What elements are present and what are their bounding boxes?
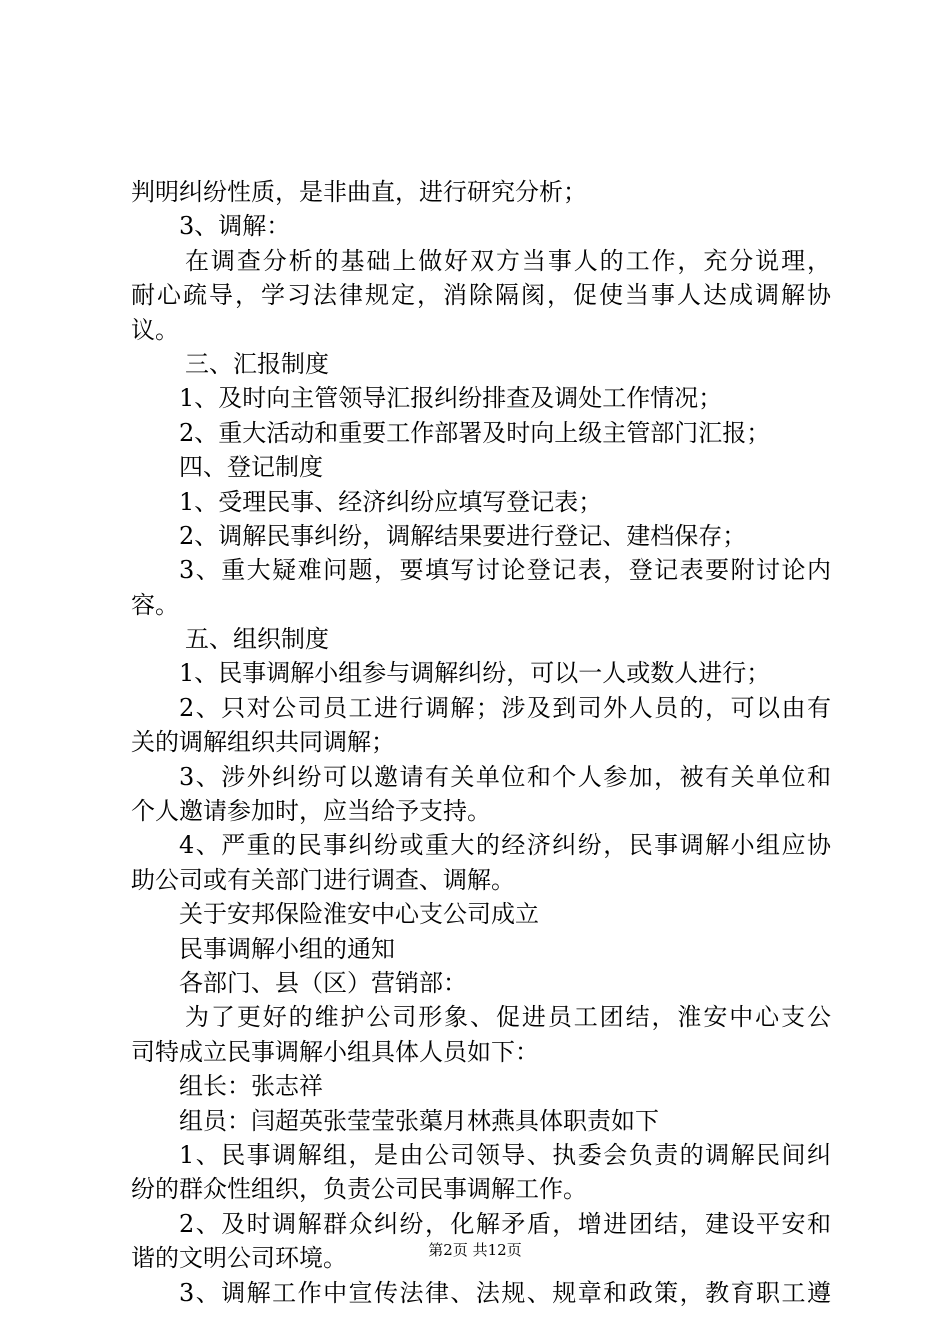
text-line: 2、重大活动和重要工作部署及时向上级主管部门汇报； bbox=[179, 418, 771, 447]
text-line: 2、调解民事纠纷，调解结果要进行登记、建档保存； bbox=[179, 521, 747, 550]
text-line: 3、涉外纠纷可以邀请有关单位和个人参加，被有关单位和 bbox=[179, 762, 831, 791]
section-heading: 五、组织制度 bbox=[185, 625, 329, 654]
notice-title-line: 关于安邦保险淮安中心支公司成立 bbox=[179, 900, 539, 929]
section-heading: 四、登记制度 bbox=[179, 453, 323, 482]
text-line: 组长：张志祥 bbox=[179, 1072, 323, 1101]
text-line: 议。 bbox=[131, 315, 179, 344]
text-line: 组员：闫超英张莹莹张蕖月林燕具体职责如下 bbox=[179, 1106, 659, 1135]
text-line: 司特成立民事调解小组具体人员如下： bbox=[131, 1037, 539, 1066]
text-line: 容。 bbox=[131, 590, 179, 619]
text-line: 1、及时向主管领导汇报纠纷排查及调处工作情况； bbox=[179, 384, 723, 413]
text-line: 3、调解： bbox=[179, 212, 291, 241]
text-line: 2、及时调解群众纠纷，化解矛盾，增进团结，建设平安和 bbox=[179, 1209, 831, 1238]
text-line: 3、重大疑难问题，要填写讨论登记表，登记表要附讨论内 bbox=[179, 556, 831, 585]
text-line: 各部门、县（区）营销部： bbox=[179, 968, 467, 997]
text-line: 个人邀请参加时，应当给予支持。 bbox=[131, 797, 491, 826]
document-body bbox=[131, 175, 831, 1310]
section-heading: 三、汇报制度 bbox=[185, 349, 329, 378]
text-line: 1、民事调解组，是由公司领导、执委会负责的调解民间纠 bbox=[179, 1140, 831, 1169]
text-line: 4、严重的民事纠纷或重大的经济纠纷，民事调解小组应协 bbox=[179, 831, 831, 860]
page-indicator: 第2页 共12页 bbox=[428, 1241, 522, 1259]
text-line: 3、调解工作中宣传法律、法规、规章和政策，教育职工遵 bbox=[179, 1278, 831, 1307]
text-line: 1、民事调解小组参与调解纠纷，可以一人或数人进行； bbox=[179, 659, 771, 688]
text-line: 2、只对公司员工进行调解；涉及到司外人员的，可以由有 bbox=[179, 693, 831, 722]
text-line: 1、受理民事、经济纠纷应填写登记表； bbox=[179, 487, 603, 516]
text-line: 为了更好的维护公司形象、促进员工团结，淮安中心支公 bbox=[185, 1003, 831, 1032]
text-line: 关的调解组织共同调解； bbox=[131, 728, 395, 757]
text-line: 判明纠纷性质，是非曲直，进行研究分析； bbox=[131, 178, 587, 206]
notice-title-line: 民事调解小组的通知 bbox=[179, 934, 395, 963]
text-line: 在调查分析的基础上做好双方当事人的工作，充分说理， bbox=[185, 246, 831, 275]
text-line: 纷的群众性组织，负责公司民事调解工作。 bbox=[131, 1175, 587, 1204]
text-line: 助公司或有关部门进行调查、调解。 bbox=[131, 865, 515, 894]
text-line: 谐的文明公司环境。 bbox=[131, 1244, 347, 1273]
text-line: 耐心疏导，学习法律规定，消除隔阂，促使当事人达成调解协 bbox=[131, 281, 831, 310]
